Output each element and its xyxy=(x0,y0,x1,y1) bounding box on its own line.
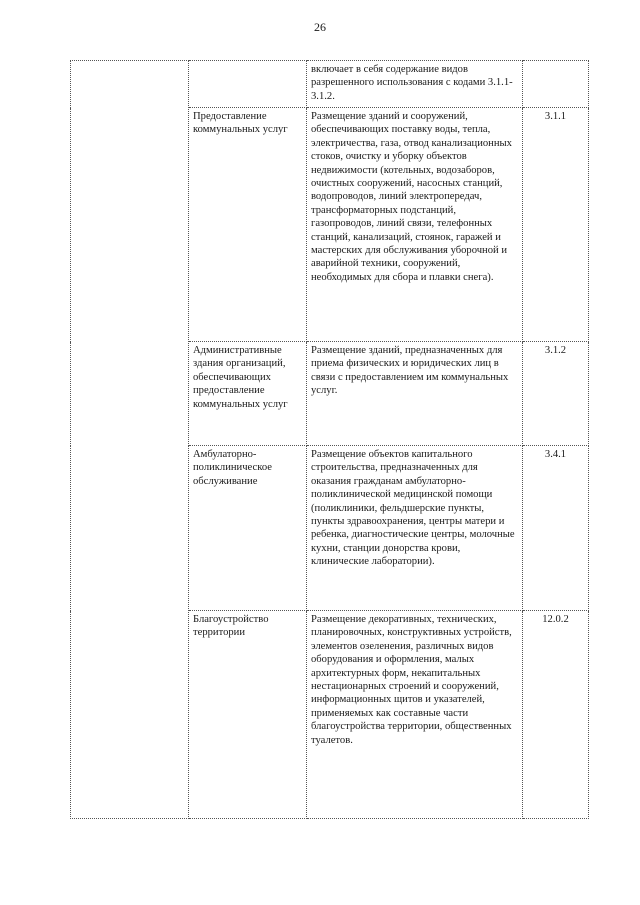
use-name-cell: Предоставление коммунальных услуг xyxy=(189,108,307,342)
page-number: 26 xyxy=(314,20,326,34)
use-code-cell xyxy=(523,61,589,108)
use-name-cell: Амбулаторно-поликлиническое обслуживание xyxy=(189,446,307,611)
use-code-cell: 3.1.1 xyxy=(523,108,589,342)
use-description-cell: Размещение зданий, предназначенных для приема физических и юридических лиц в связи с предоставлением им коммунальных услуг. xyxy=(307,342,523,446)
use-description-cell: Размещение зданий и сооружений, обеспечивающих поставку воды, тепла, электричества, газа, отвод канализационных стоков, очистку и уборку объектов недвижимости (котельных, водозаборов, очистных сооружений, насосных станций, водопроводов, линий электропередач, трансформаторных подстанций, газопроводов, линий связи, телефонных станций, канализаций, стоянок, гаражей и мастерских для обслуживания уборочной и аварийной техники, сооружений, необходимых для сбора и плавки снега). xyxy=(307,108,523,342)
land-use-table xyxy=(70,60,589,819)
use-name-cell: Благоустройство территории xyxy=(189,611,307,819)
use-code-cell: 3.4.1 xyxy=(523,446,589,611)
zone-cell xyxy=(71,61,189,819)
use-description-cell: включает в себя содержание видов разрешенного использования с кодами 3.1.1-3.1.2. xyxy=(307,61,523,108)
use-description-cell: Размещение объектов капитального строительства, предназначенных для оказания гражданам амбулаторно-поликлинической медицинской помощи (поликлиники, фельдшерские пункты, пункты здравоохранения, центры матери и ребенка, диагностические центры, молочные кухни, станции донорства крови, клинические лаборатории). xyxy=(307,446,523,611)
table-row xyxy=(71,61,589,108)
use-name-cell xyxy=(189,61,307,108)
use-code-cell: 12.0.2 xyxy=(523,611,589,819)
use-description-cell: Размещение декоративных, технических, планировочных, конструктивных устройств, элементов озеленения, различных видов оборудования и оформления, малых архитектурных форм, некапитальных нестационарных строений и сооружений, информационных щитов и указателей, применяемых как составные части благоустройства территории, общественных туалетов. xyxy=(307,611,523,819)
use-name-cell: Административные здания организаций, обеспечивающих предоставление коммунальных услуг xyxy=(189,342,307,446)
use-code-cell: 3.1.2 xyxy=(523,342,589,446)
